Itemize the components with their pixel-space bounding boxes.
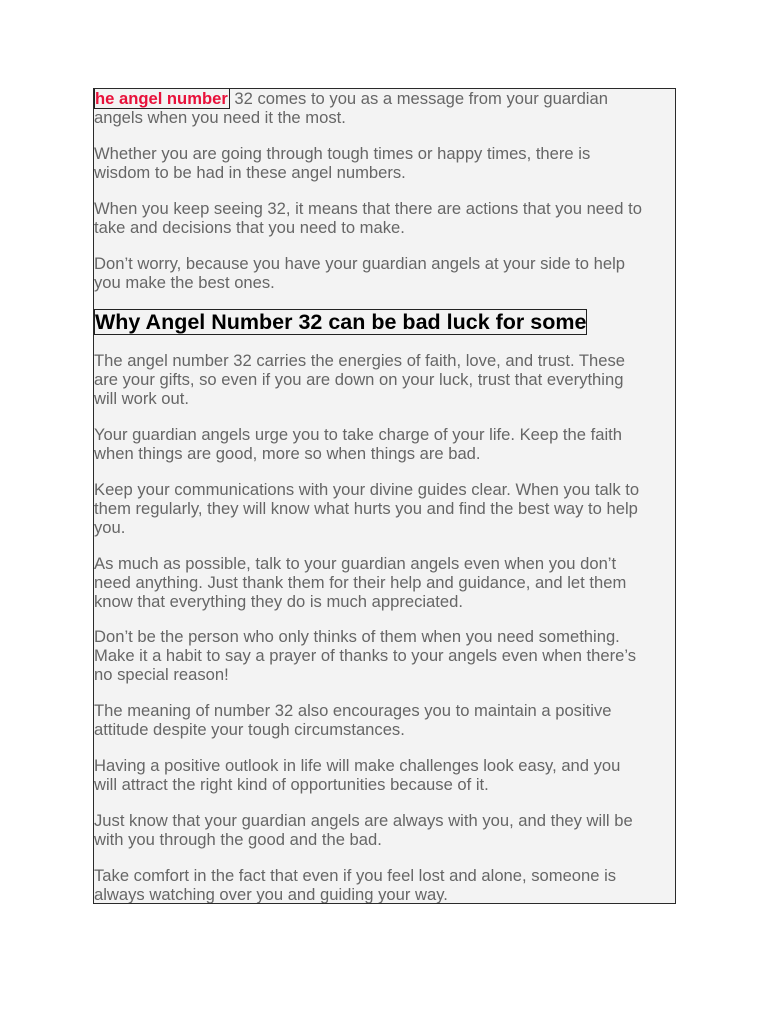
article-content xyxy=(93,88,676,904)
section-heading: Why Angel Number 32 can be bad luck for some xyxy=(95,310,587,334)
paragraph: Don’t worry, because you have your guardian angels at your side to help you make the best ones. xyxy=(94,254,626,293)
paragraph: When you keep seeing 32, it means that there are actions that you need to take and decisions that you need to make. xyxy=(94,199,642,238)
paragraph: Take comfort in the fact that even if you feel lost and alone, someone is always watching over you and guiding your way. xyxy=(94,866,617,904)
paragraph: Just know that your guardian angels are always with you, and they will be with you through the good and the bad. xyxy=(94,811,633,850)
paragraph: As much as possible, talk to your guardian angels even when you don’t need anything. Just thank them for their help and guidance, and let them know that everything they do is much appreciated. xyxy=(94,554,627,612)
intro-paragraph xyxy=(94,89,672,127)
paragraph: The angel number 32 carries the energies of faith, love, and trust. These are your gifts, so even if you are down on your luck, trust that everything will work out. xyxy=(94,351,625,409)
paragraph: Whether you are going through tough times or happy times, there is wisdom to be had in these angel numbers. xyxy=(94,144,591,183)
paragraph: Don’t be the person who only thinks of them when you need something. Make it a habit to say a prayer of thanks to your angels even when there’s no special reason! xyxy=(94,627,637,685)
paragraph: Keep your communications with your divine guides clear. When you talk to them regularly, they will know what hurts you and find the best way to help you. xyxy=(94,480,640,538)
angel-number-link[interactable]: he angel number xyxy=(95,89,228,108)
intro-text: 32 comes to you as a message from your guardian angels when you need it the most. xyxy=(94,89,608,128)
paragraph: Your guardian angels urge you to take charge of your life. Keep the faith when things are good, more so when things are bad. xyxy=(94,425,622,464)
paragraph: Having a positive outlook in life will make challenges look easy, and you will attract the right kind of opportunities because of it. xyxy=(94,756,621,795)
paragraph: The meaning of number 32 also encourages you to maintain a positive attitude despite your tough circumstances. xyxy=(94,701,612,740)
